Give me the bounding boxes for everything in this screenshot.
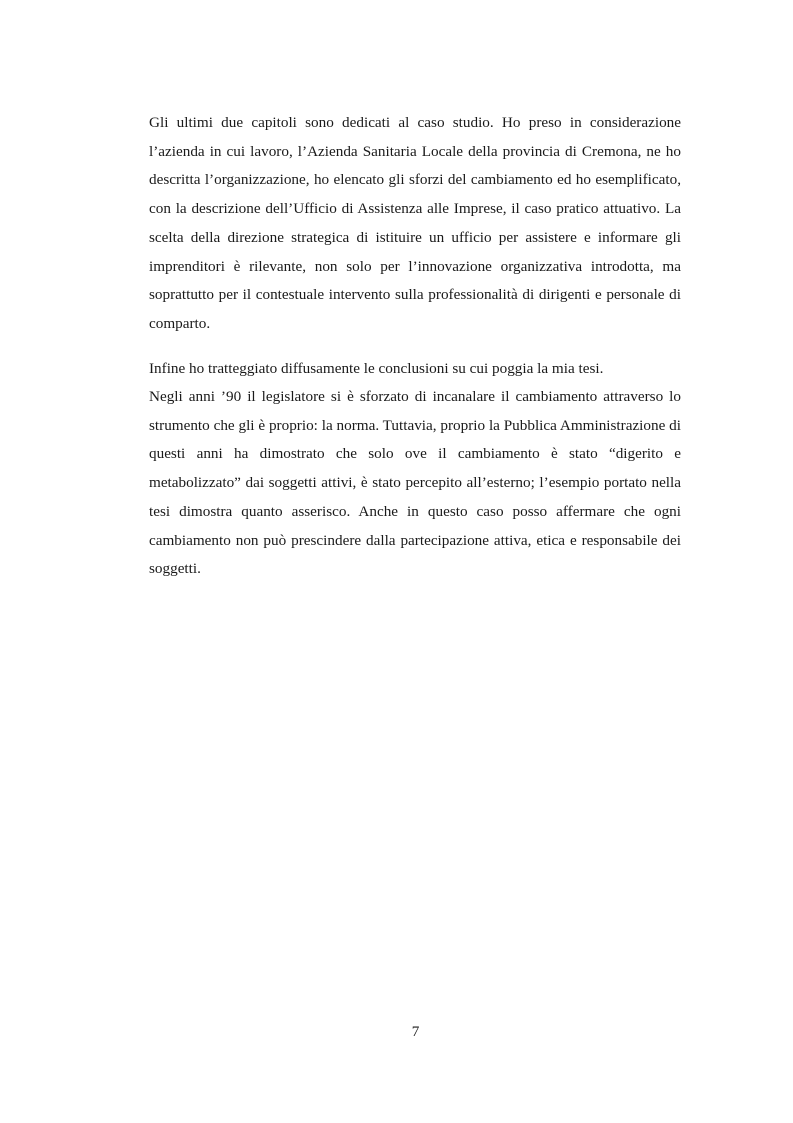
paragraph-legislation: Negli anni ’90 il legislatore si è sforzato di incanalare il cambiamento attraverso lo strumento che gli è proprio: la norma. Tuttavia, proprio la Pubblica Amministrazione di questi anni ha dimostrato che solo ove il cambiamento è stato “digerito e metabolizzato” dai soggetti attivi, è stato percepito all’esterno; l’esempio portato nella tesi dimostra quanto asserisco. Anche in questo caso posso affermare che ogni cambiamento non può prescindere dalla partecipazione attiva, etica e responsabile dei soggetti. bbox=[149, 388, 681, 578]
paragraph-conclusions-intro: Infine ho tratteggiato diffusamente le conclusioni su cui poggia la mia tesi. bbox=[149, 360, 604, 377]
page-number: 7 bbox=[411, 1023, 420, 1040]
paragraph-case-study: Gli ultimi due capitoli sono dedicati al caso studio. Ho preso in considerazione l’azienda in cui lavoro, l’Azienda Sanitaria Locale della provincia di Cremona, ne ho descritta l’organizzazione, ho elencato gli sforzi del cambiamento ed ho esemplificato, con la descrizione dell’Ufficio di Assistenza alle Imprese, il caso pratico attuativo. La scelta della direzione strategica di istituire un ufficio per assistere e informare gli imprenditori è rilevante, non solo per l’innovazione organizzativa introdotta, ma soprattutto per il contestuale intervento sulla professionalità di dirigenti e personale di comparto. bbox=[149, 114, 681, 332]
